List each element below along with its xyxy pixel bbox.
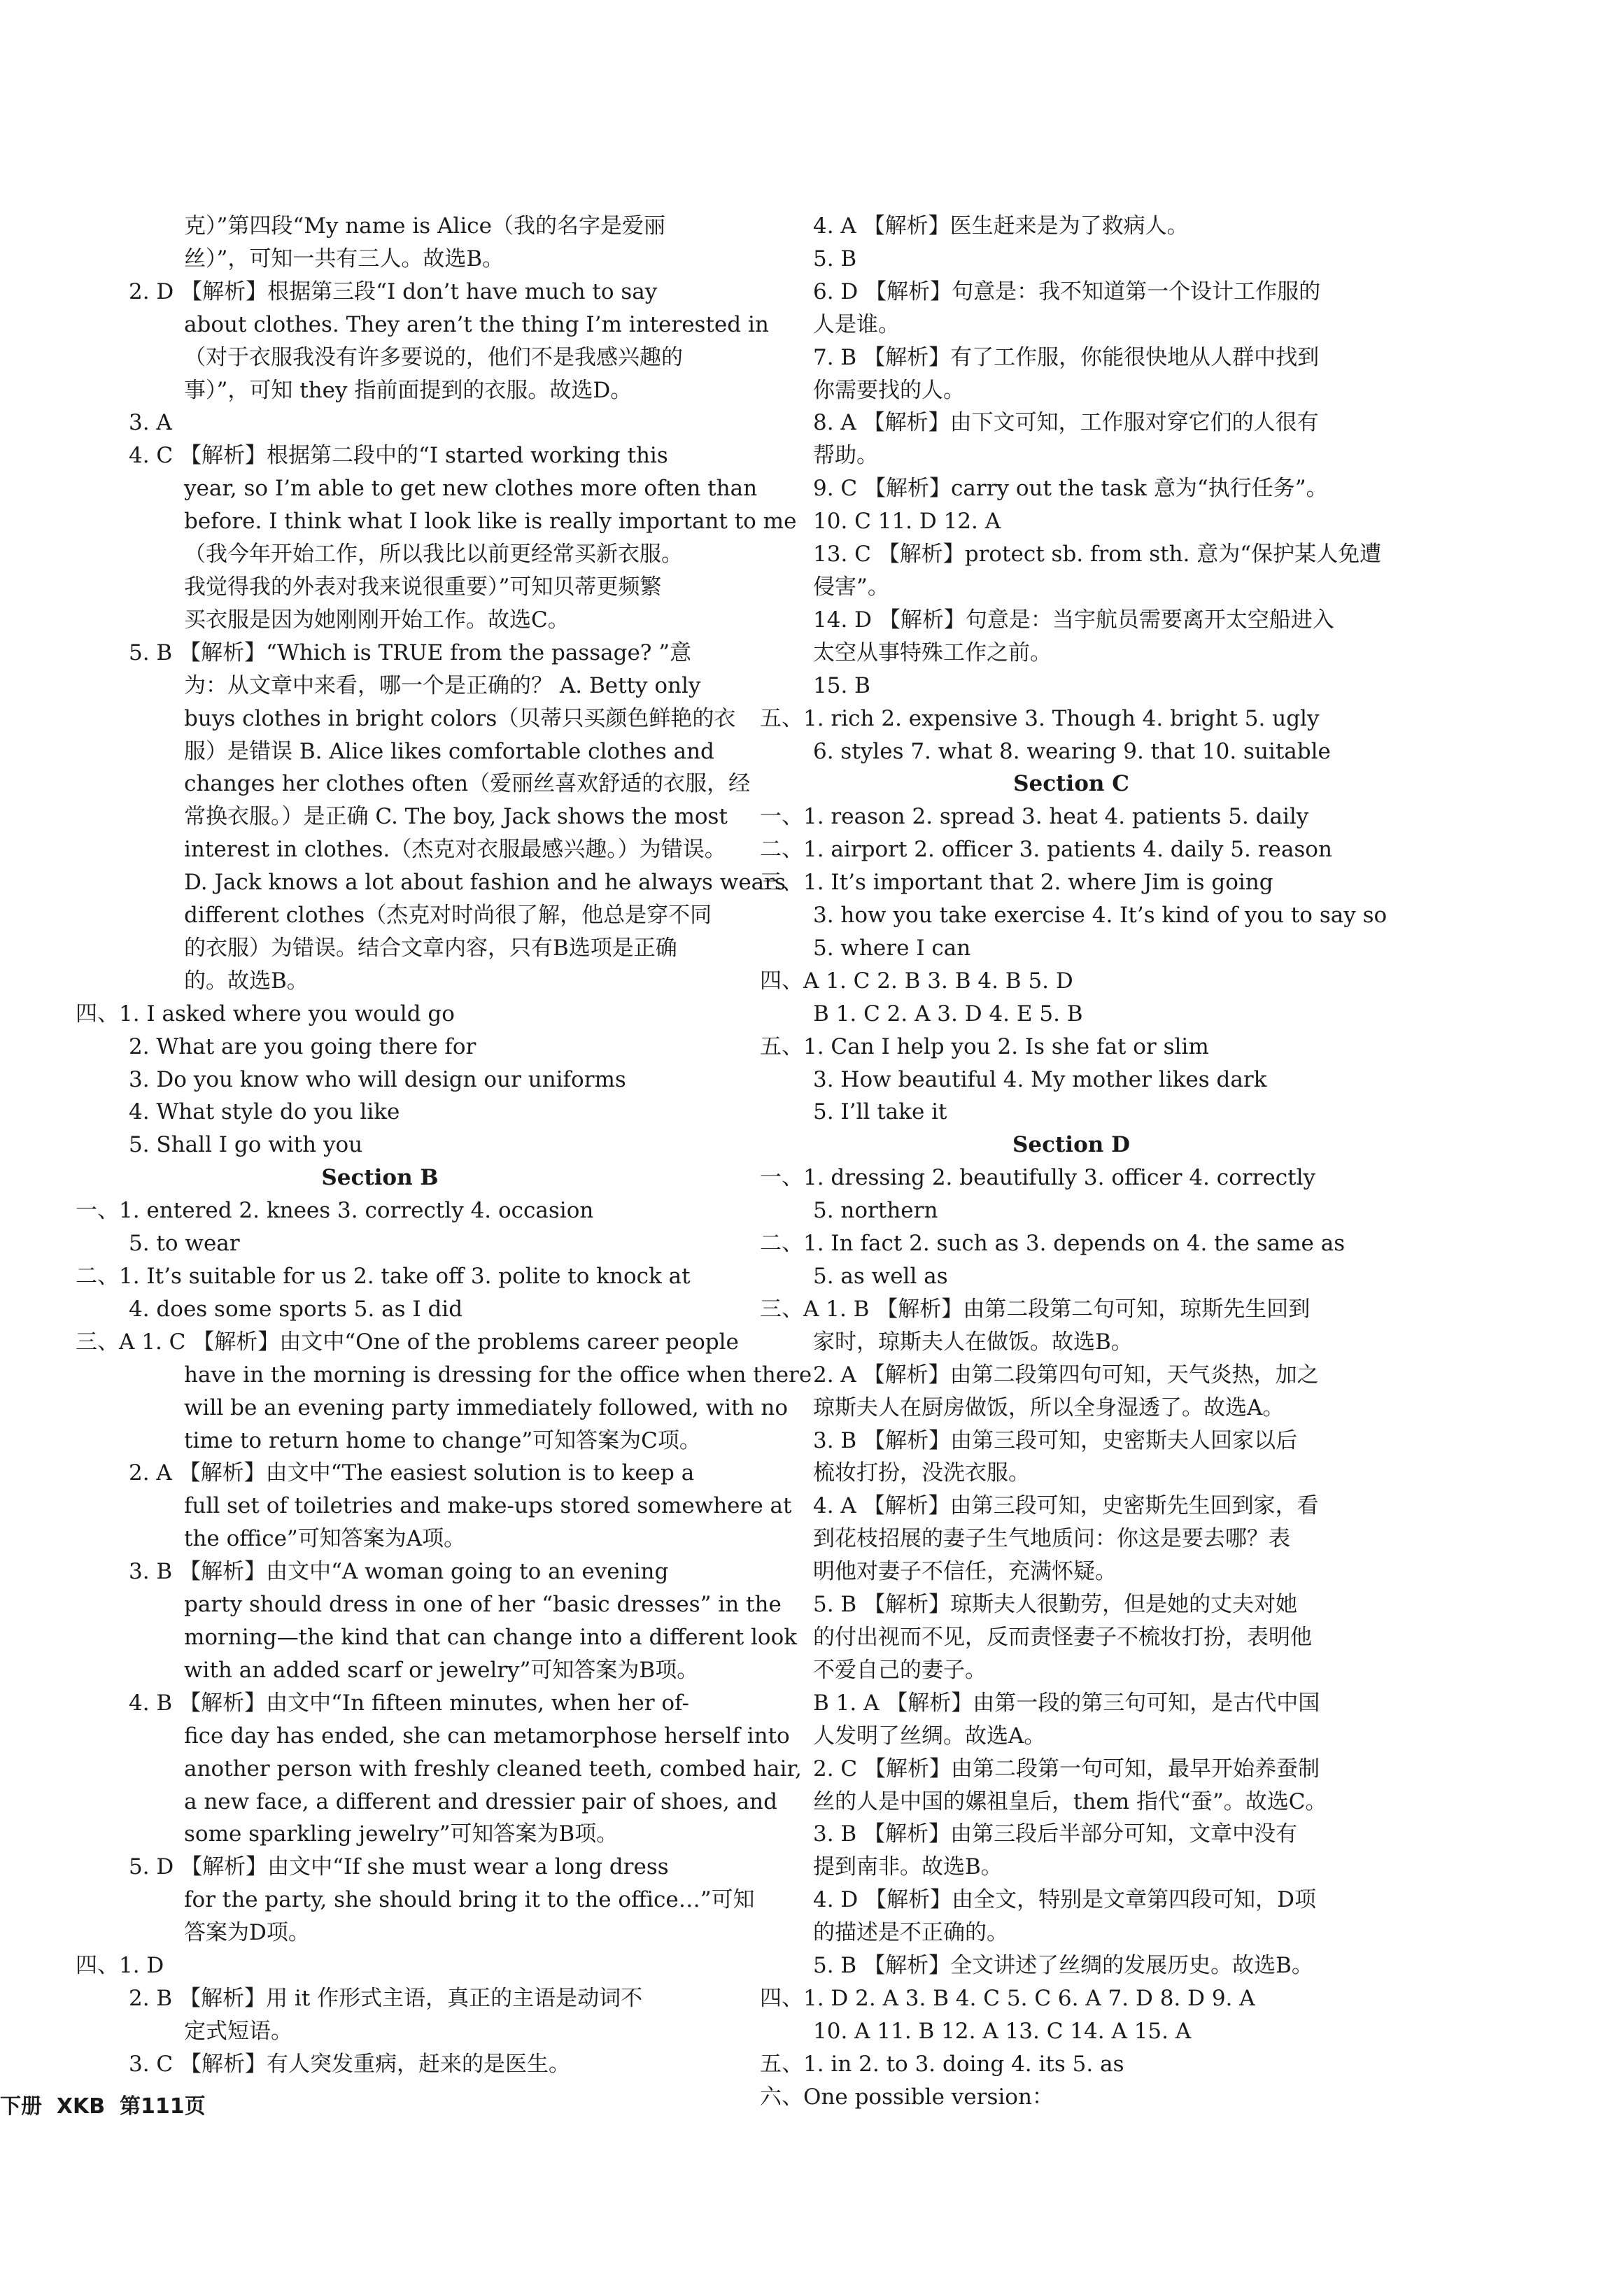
answer-line: 4. does some sports 5. as I did [129,1296,463,1322]
answer-line: changes her clothes often（爱丽丝喜欢舒适的衣服，经 [184,771,751,797]
answer-line: 5. B 【解析】“Which is TRUE from the passage? ”意 [129,640,692,665]
answer-line: 五、1. rich 2. expensive 3. Though 4. bright 5. ugly [760,705,1320,731]
answer-line: 四、1. D 2. A 3. B 4. C 5. C 6. A 7. D 8. D 9. A [760,1985,1255,2011]
answer-line: 13. C 【解析】protect sb. from sth. 意为“保护某人免遭 [813,542,1382,567]
answer-line: 5. Shall I go with you [129,1132,363,1158]
answer-line: 4. A 【解析】由第三段可知，史密斯先生回到家，看 [813,1493,1319,1519]
answer-line: 3. How beautiful 4. My mother likes dark [813,1066,1267,1092]
answer-line: 定式短语。 [184,2018,292,2044]
answer-line: 5. D 【解析】由文中“If she must wear a long dress [129,1854,669,1880]
answer-line: different clothes（杰克对时尚很了解，他总是穿不同 [184,903,712,929]
answer-line: about clothes. They aren’t the thing I’m interested in [184,311,769,337]
answer-line: 不爱自己的妻子。 [813,1657,987,1683]
answer-line: 一、1. entered 2. knees 3. correctly 4. occasion [76,1198,594,1224]
answer-line: 5. to wear [129,1231,240,1257]
answer-line: 6. D 【解析】句意是：我不知道第一个设计工作服的 [813,278,1321,304]
answer-line: 六、One possible version： [760,2084,1054,2110]
answer-line: 6. styles 7. what 8. wearing 9. that 10. suitable [813,738,1331,764]
answer-line: 三、A 1. B 【解析】由第二段第二句可知，琼斯先生回到 [760,1296,1311,1322]
answer-line: some sparkling jewelry”可知答案为B项。 [184,1821,619,1847]
answer-line: 我觉得我的外表对我来说很重要）”可知贝蒂更频繁 [184,574,662,600]
answer-line: 2. A 【解析】由第二段第四句可知，天气炎热，加之 [813,1362,1319,1388]
answer-line: 四、A 1. C 2. B 3. B 4. B 5. D [760,968,1073,994]
answer-line: 四、1. D [76,1953,164,1979]
answer-line: 3. Do you know who will design our uniforms [129,1066,626,1092]
answer-line: full set of toiletries and make-ups stored somewhere at [184,1493,792,1519]
page-footer: 下册 XKB 第111页 [0,2094,206,2119]
answer-line: year, so I’m able to get new clothes more often than [184,476,758,502]
answer-line: time to return home to change”可知答案为C项。 [184,1427,701,1453]
answer-line: 你需要找的人。 [813,377,965,403]
answer-line: 明他对妻子不信任，充满怀疑。 [813,1559,1117,1585]
answer-line: 8. A 【解析】由下文可知，工作服对穿它们的人很有 [813,410,1319,436]
answer-line: 一、1. reason 2. spread 3. heat 4. patients 5. daily [760,804,1309,830]
answer-line: 2. A 【解析】由文中“The easiest solution is to keep a [129,1460,695,1486]
answer-line: 10. A 11. B 12. A 13. C 14. A 15. A [813,2018,1192,2044]
answer-line: 常换衣服。）是正确 C. The boy, Jack shows the most [184,804,728,830]
answer-line: 2. C 【解析】由第二段第一句可知，最早开始养蚕制 [813,1756,1320,1781]
answer-line: buys clothes in bright colors（贝蒂只买颜色鲜艳的衣 [184,705,736,731]
answer-line: 答案为D项。 [184,1920,310,1946]
answer-line: 3. B 【解析】由第三段后半部分可知，文章中没有 [813,1821,1298,1847]
answer-line: 三、A 1. C 【解析】由文中“One of the problems career people [76,1329,739,1355]
answer-line: 5. B [813,246,857,271]
answer-line: 3. B 【解析】由第三段可知，史密斯夫人回家以后 [813,1427,1298,1453]
answer-line: 一、1. dressing 2. beautifully 3. officer 4. correctly [760,1165,1316,1191]
answer-line: 三、1. It’s important that 2. where Jim is going [760,870,1273,896]
answer-line: 2. What are you going there for [129,1033,476,1059]
answer-line: 五、1. in 2. to 3. doing 4. its 5. as [760,2051,1124,2077]
answer-line: 3. how you take exercise 4. It’s kind of you to say so [813,903,1388,929]
answer-line: 7. B 【解析】有了工作服，你能很快地从人群中找到 [813,344,1320,370]
answer-line: before. I think what I look like is really important to me [184,509,797,535]
answer-line: 梳妆打扮，没洗衣服。 [813,1460,1030,1486]
answer-line: 人是谁。 [813,311,900,337]
answer-line: 的。故选B。 [184,968,309,994]
answer-line: 侵害”。 [813,574,889,600]
left-column [76,210,812,2081]
answer-line: 14. D 【解析】句意是：当宇航员需要离开太空船进入 [813,607,1334,633]
answer-line: morning—the kind that can change into a different look [184,1624,798,1650]
answer-line: （对于衣服我没有许多要说的，他们不是我感兴趣的 [184,344,683,370]
answer-line: 二、1. airport 2. officer 3. patients 4. daily 5. reason [760,837,1332,863]
answer-line: 服）是错误 B. Alice likes comfortable clothes and [184,738,714,764]
right-column [760,210,1388,2114]
answer-line: 五、1. Can I help you 2. Is she fat or slim [760,1033,1209,1059]
answer-line: 5. as well as [813,1264,948,1289]
answer-line: 4. What style do you like [129,1099,400,1125]
answer-line: 丝的人是中国的嫘祖皇后，them 指代“蚕”。故选C。 [813,1788,1327,1814]
answer-line: 5. I’ll take it [813,1099,947,1125]
answer-line: 二、1. In fact 2. such as 3. depends on 4. the same as [760,1231,1346,1257]
answer-line: 5. B 【解析】琼斯夫人很勤劳，但是她的丈夫对她 [813,1592,1298,1618]
section-heading: Section D [1012,1132,1130,1158]
answer-line: （我今年开始工作，所以我比以前更经常买新衣服。 [184,542,683,567]
answer-line: B 1. A 【解析】由第一段的第三句可知，是古代中国 [813,1690,1320,1716]
answer-line: 家时，琼斯夫人在做饭。故选B。 [813,1329,1133,1355]
answer-line: fice day has ended, she can metamorphose herself into [184,1723,790,1749]
answer-line: 买衣服是因为她刚刚开始工作。故选C。 [184,607,570,633]
answer-line: 的付出视而不见，反而责怪妻子不梳妆打扮，表明他 [813,1624,1312,1650]
answer-line: 事）”，可知 they 指前面提到的衣服。故选D。 [184,377,633,403]
answer-line: the office”可知答案为A项。 [184,1526,466,1552]
answer-line: will be an evening party immediately followed, with no [184,1395,788,1420]
answer-line: 的描述是不正确的。 [813,1920,1008,1946]
answer-line: have in the morning is dressing for the office when there [184,1362,812,1388]
answer-line: 3. C 【解析】有人突发重病，赶来的是医生。 [129,2051,571,2077]
answer-line: 4. B 【解析】由文中“In fifteen minutes, when her of- [129,1690,689,1716]
answer-line: 克）”第四段“My name is Alice（我的名字是爱丽 [184,213,665,239]
answer-line: 人发明了丝绸。故选A。 [813,1723,1046,1749]
answer-line: 丝）”，可知一共有三人。故选B。 [184,246,504,271]
answer-line: a new face, a different and dressier pair of shoes, and [184,1788,777,1814]
answer-line: party should dress in one of her “basic dresses” in the [184,1592,782,1618]
answer-line: 5. where I can [813,935,971,961]
answer-line: 3. B 【解析】由文中“A woman going to an evening [129,1559,669,1585]
answer-line: 提到南非。故选B。 [813,1854,1003,1880]
answer-line: D. Jack knows a lot about fashion and he always wears [184,870,786,896]
answer-line: 太空从事特殊工作之前。 [813,640,1052,665]
answer-line: 二、1. It’s suitable for us 2. take off 3. polite to knock at [76,1264,691,1289]
answer-line: 10. C 11. D 12. A [813,509,1001,535]
answer-line: 9. C 【解析】carry out the task 意为“执行任务”。 [813,476,1328,502]
answer-line: 4. D 【解析】由全文，特别是文章第四段可知，D项 [813,1887,1316,1913]
answer-line: 到花枝招展的妻子生气地质问：你这是要去哪？表 [813,1526,1290,1552]
answer-line: interest in clothes.（杰克对衣服最感兴趣。）为错误。 [184,837,726,863]
answer-line: 的衣服）为错误。结合文章内容，只有B选项是正确 [184,935,677,961]
answer-line: B 1. C 2. A 3. D 4. E 5. B [813,1001,1083,1026]
answer-line: 4. C 【解析】根据第二段中的“I started working this [129,443,668,469]
answer-line: 5. northern [813,1198,938,1224]
section-heading: Section B [321,1165,439,1191]
answer-line: with an added scarf or jewelry”可知答案为B项。 [184,1657,699,1683]
answer-line: 3. A [129,410,172,436]
answer-line: 四、1. I asked where you would go [76,1001,455,1026]
answer-line: 琼斯夫人在厨房做饭，所以全身湿透了。故选A。 [813,1395,1285,1420]
section-heading: Section C [1013,771,1129,797]
answer-line: 2. B 【解析】用 it 作形式主语，真正的主语是动词不 [129,1985,643,2011]
answer-line: 帮助。 [813,443,878,469]
answer-line: 15. B [813,672,870,698]
answer-line: 为：从文章中来看，哪一个是正确的？ A. Betty only [184,672,701,698]
answer-line: for the party, she should bring it to the office…”可知 [184,1887,755,1913]
answer-line: another person with freshly cleaned teeth, combed hair, [184,1756,802,1781]
answer-line: 5. B 【解析】全文讲述了丝绸的发展历史。故选B。 [813,1953,1313,1979]
answer-line: 2. D 【解析】根据第三段“I don’t have much to say [129,278,658,304]
answer-line: 4. A 【解析】医生赶来是为了救病人。 [813,213,1189,239]
